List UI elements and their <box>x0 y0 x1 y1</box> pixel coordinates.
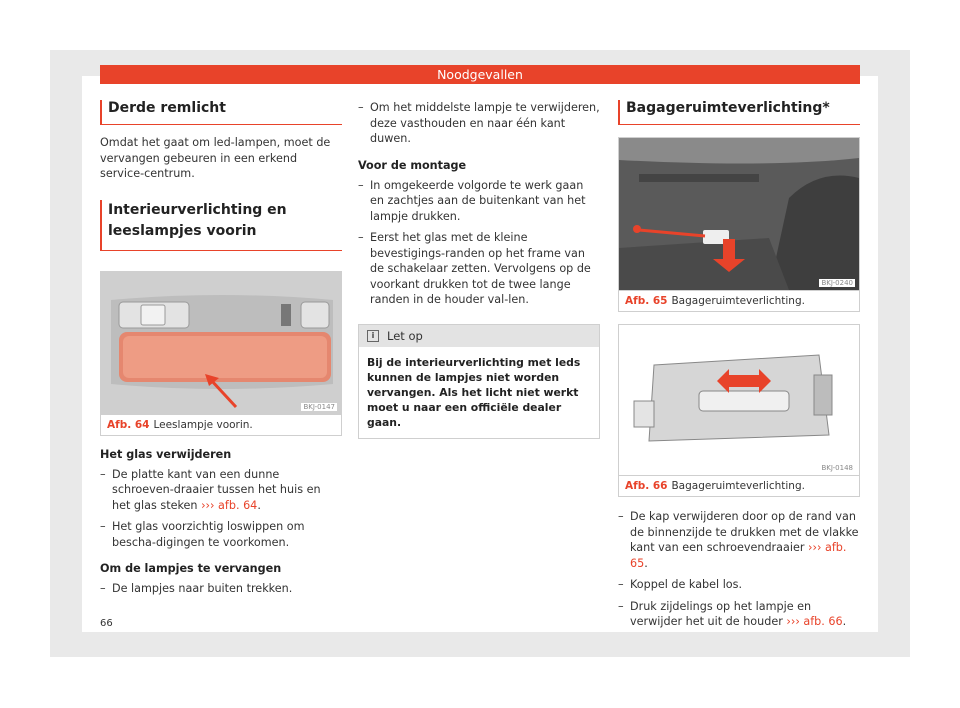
figure-65-caption <box>619 290 859 311</box>
list-item-text: Eerst het glas met de kleine bevestigings-randen op het frame van de schakelaar zetten. Vervolgens op de voorkant drukken tot de twee lange randen in de houder val-len. <box>370 231 591 306</box>
note-box <box>358 324 600 439</box>
list-item <box>100 467 342 514</box>
list-item <box>618 599 860 630</box>
link-afb-66[interactable]: ››› afb. 66 <box>786 615 843 628</box>
list-item-tail: . <box>644 556 648 570</box>
list-item-text: De platte kant van een dunne schroeven-draaier tussen het huis en het glas steken <box>112 467 321 512</box>
figure-65-caption-text: Bagageruimteverlichting. <box>671 295 805 307</box>
list-item <box>100 581 342 597</box>
figure-66-code: BKJ-0148 <box>821 464 853 472</box>
figure-64 <box>100 271 342 436</box>
figure-66 <box>618 324 860 497</box>
section-body-derde-remlicht: Omdat het gaat om led-lampen, moet de vervangen gebeuren in een erkend service-centrum. <box>100 136 331 180</box>
subheading-lampjes-vervangen: Om de lampjes te vervangen <box>100 562 282 575</box>
right-column <box>618 100 860 630</box>
list-lampjes-vervangen <box>100 581 342 597</box>
list-item-text: Om het middelste lampje te verwijderen, deze vasthouden en naar één kant duwen. <box>370 101 600 145</box>
figure-65-code: BKJ-0240 <box>821 279 853 287</box>
section-title-derde-remlicht: Derde remlicht <box>100 100 342 125</box>
link-afb-65[interactable]: ››› afb. 65 <box>630 541 847 570</box>
link-afb-64[interactable]: ››› afb. 64 <box>201 498 258 512</box>
figure-64-caption <box>101 414 341 435</box>
list-item <box>100 519 342 550</box>
list-item-text: De kap verwijderen door op de rand van de binnenzijde te drukken met de vlakke kant van een schroevendraaier <box>630 510 859 554</box>
note-body: Bij de interieurverlichting met leds kunnen de lampjes niet worden vervangen. Als het licht niet werkt moet u naar een officiële dealer gaan. <box>367 355 581 429</box>
info-icon: i <box>367 330 379 342</box>
page-number: 66 <box>100 618 113 629</box>
figure-64-code: BKJ-0147 <box>303 402 335 411</box>
figure-65 <box>618 137 860 312</box>
list-voor-de-montage <box>358 178 600 308</box>
list-item-text: Druk zijdelings op het lampje en verwijder het uit de houder <box>630 599 812 628</box>
note-header <box>359 325 599 347</box>
list-bagageruimte <box>618 509 860 630</box>
figure-64-label: Afb. 64 <box>107 418 150 431</box>
list-item <box>358 230 600 308</box>
figure-65-image <box>619 138 859 290</box>
chapter-header: Noodgevallen <box>100 65 860 84</box>
list-glas-verwijderen <box>100 467 342 551</box>
list-item-text: Het glas voorzichtig loswippen om bescha-digingen te voorkomen. <box>112 520 305 549</box>
list-item <box>358 178 600 225</box>
figure-66-caption-text: Bagageruimteverlichting. <box>671 480 805 492</box>
section-title-interieurverlichting: Interieurverlichting en leeslampjes voorin <box>100 200 342 251</box>
list-item <box>358 100 600 147</box>
luggage-light-diagram <box>619 325 859 475</box>
reading-lamp-illustration <box>101 272 341 414</box>
list-item-tail: . <box>842 615 847 628</box>
list-item <box>618 509 860 571</box>
subheading-voor-de-montage: Voor de montage <box>358 158 467 172</box>
figure-65-label: Afb. 65 <box>625 295 668 307</box>
middle-column <box>358 100 600 439</box>
figure-66-caption <box>619 475 859 496</box>
subheading-glas-verwijderen: Het glas verwijderen <box>100 447 232 461</box>
list-item-text: In omgekeerde volgorde te werk gaan en zachtjes aan de buitenkant van het lampje drukken. <box>370 178 586 223</box>
list-item <box>618 577 860 593</box>
figure-66-image <box>619 325 859 475</box>
left-column <box>100 100 342 597</box>
luggage-light-photo <box>619 138 859 290</box>
figure-64-caption-text: Leeslampje voorin. <box>153 418 253 431</box>
list-item-text: De lampjes naar buiten trekken. <box>112 582 293 595</box>
figure-66-label: Afb. 66 <box>625 480 668 492</box>
note-title: Let op <box>387 328 423 343</box>
list-item-tail: . <box>257 498 261 512</box>
list-item-text: Koppel de kabel los. <box>630 578 743 591</box>
figure-64-image <box>101 272 341 414</box>
section-title-bagageruimteverlichting: Bagageruimteverlichting* <box>618 100 860 125</box>
